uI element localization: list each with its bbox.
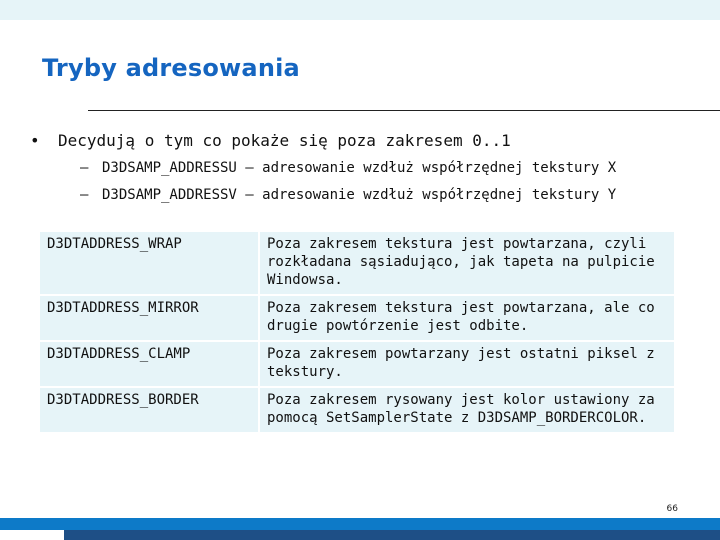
- table-row: [40, 232, 674, 294]
- table-row: [40, 296, 674, 340]
- sub-bullet-text: D3DSAMP_ADDRESSU – adresowanie wzdłuż współrzędnej tekstury X: [102, 160, 617, 176]
- sub-bullet-marker: –: [80, 160, 89, 176]
- mode-name-cell: D3DTADDRESS_WRAP: [40, 232, 258, 294]
- footer-dark-bar: [0, 530, 720, 540]
- mode-name-cell: D3DTADDRESS_MIRROR: [40, 296, 258, 340]
- mode-name-cell: D3DTADDRESS_CLAMP: [40, 342, 258, 386]
- mode-description-cell: Poza zakresem tekstura jest powtarzana, ale co drugie powtórzenie jest odbite.: [260, 296, 674, 340]
- table-row: [40, 342, 674, 386]
- sub-bullet-marker: –: [80, 187, 89, 203]
- sub-bullet-text: D3DSAMP_ADDRESSV – adresowanie wzdłuż współrzędnej tekstury Y: [102, 187, 617, 203]
- addressing-modes-table: [38, 230, 676, 434]
- slide-title: Tryby adresowania: [42, 54, 300, 82]
- mode-description-cell: Poza zakresem powtarzany jest ostatni piksel z tekstury.: [260, 342, 674, 386]
- mode-description-cell: Poza zakresem tekstura jest powtarzana, czyli rozkładana sąsiadująco, jak tapeta na pulpicie Windowsa.: [260, 232, 674, 294]
- sub-bullet-addressv: [80, 187, 616, 203]
- page-number: 66: [666, 504, 678, 514]
- mode-description-cell: Poza zakresem rysowany jest kolor ustawiony za pomocą SetSamplerState z D3DSAMP_BORDERCOLOR.: [260, 388, 674, 432]
- top-strip: [0, 0, 720, 20]
- sub-bullet-addressu: [80, 160, 616, 176]
- bullet-marker: •: [30, 131, 40, 150]
- footer-bar: [0, 518, 720, 530]
- main-bullet: [30, 131, 511, 150]
- main-bullet-text: Decydują o tym co pokaże się poza zakresem 0..1: [58, 131, 511, 150]
- table-row: [40, 388, 674, 432]
- footer-white-block: [0, 530, 64, 540]
- mode-name-cell: D3DTADDRESS_BORDER: [40, 388, 258, 432]
- title-divider: [88, 110, 720, 111]
